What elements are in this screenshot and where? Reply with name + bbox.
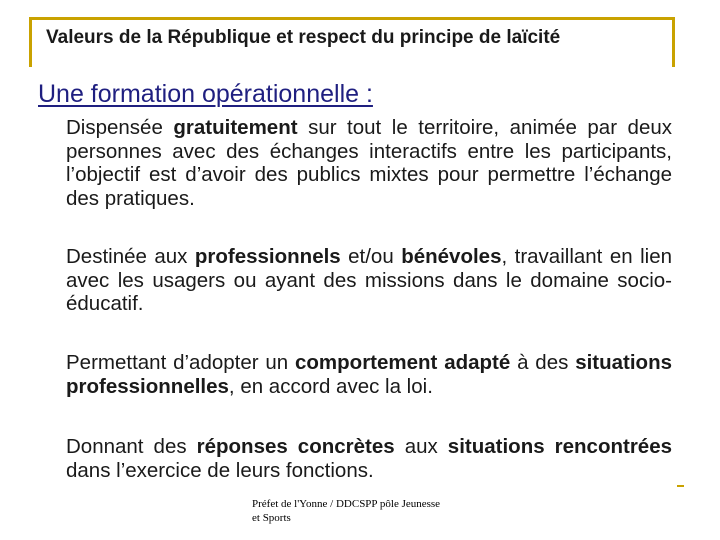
paragraph-concrete-answers	[66, 435, 672, 482]
paragraph-adapted-behavior	[66, 351, 672, 398]
body-text: , travaillant en lien avec les usagers ou ayant des missions dans le domaine socio-éducatif.	[66, 245, 672, 315]
body-text: à des	[510, 351, 576, 374]
body-text: Destinée aux	[66, 245, 195, 268]
emphasis-text: situations rencontrées	[447, 435, 672, 458]
body-text: et/ou	[340, 245, 402, 268]
body-text: , en accord avec la loi.	[228, 374, 433, 398]
emphasis-text: professionnels	[194, 245, 341, 268]
body-text: Dispensée	[66, 116, 174, 139]
body-text: Donnant des	[66, 435, 197, 458]
footer-line-2: et Sports	[252, 512, 291, 524]
body-text: Permettant d’adopter un	[66, 351, 295, 374]
emphasis-text: situations professionnelles	[66, 351, 673, 398]
section-subtitle: Une formation opérationnelle :	[38, 80, 373, 108]
footer-line-1: Préfet de l'Yonne / DDCSPP pôle Jeunesse	[252, 498, 441, 510]
body-text: sur tout le territoire, animée par deux personnes avec des échanges interactifs entre les participants, l’objectif est d’avoir des publics mixtes pour permettre l’échange des pratiques.	[66, 116, 672, 210]
page-title: Valeurs de la République et respect du principe de laïcité	[46, 27, 561, 48]
body-text: aux	[394, 435, 448, 458]
paragraph-target-audience	[66, 245, 672, 316]
emphasis-text: réponses concrètes	[196, 435, 395, 458]
body-text: dans l’exercice de leurs fonctions.	[66, 458, 374, 482]
emphasis-text: gratuitement	[173, 116, 298, 139]
emphasis-text: bénévoles	[401, 245, 502, 268]
footer-credit	[252, 497, 482, 525]
paragraph-free-training	[66, 116, 672, 210]
footer-tick-mark	[677, 485, 684, 487]
emphasis-text: comportement adapté	[295, 351, 511, 374]
